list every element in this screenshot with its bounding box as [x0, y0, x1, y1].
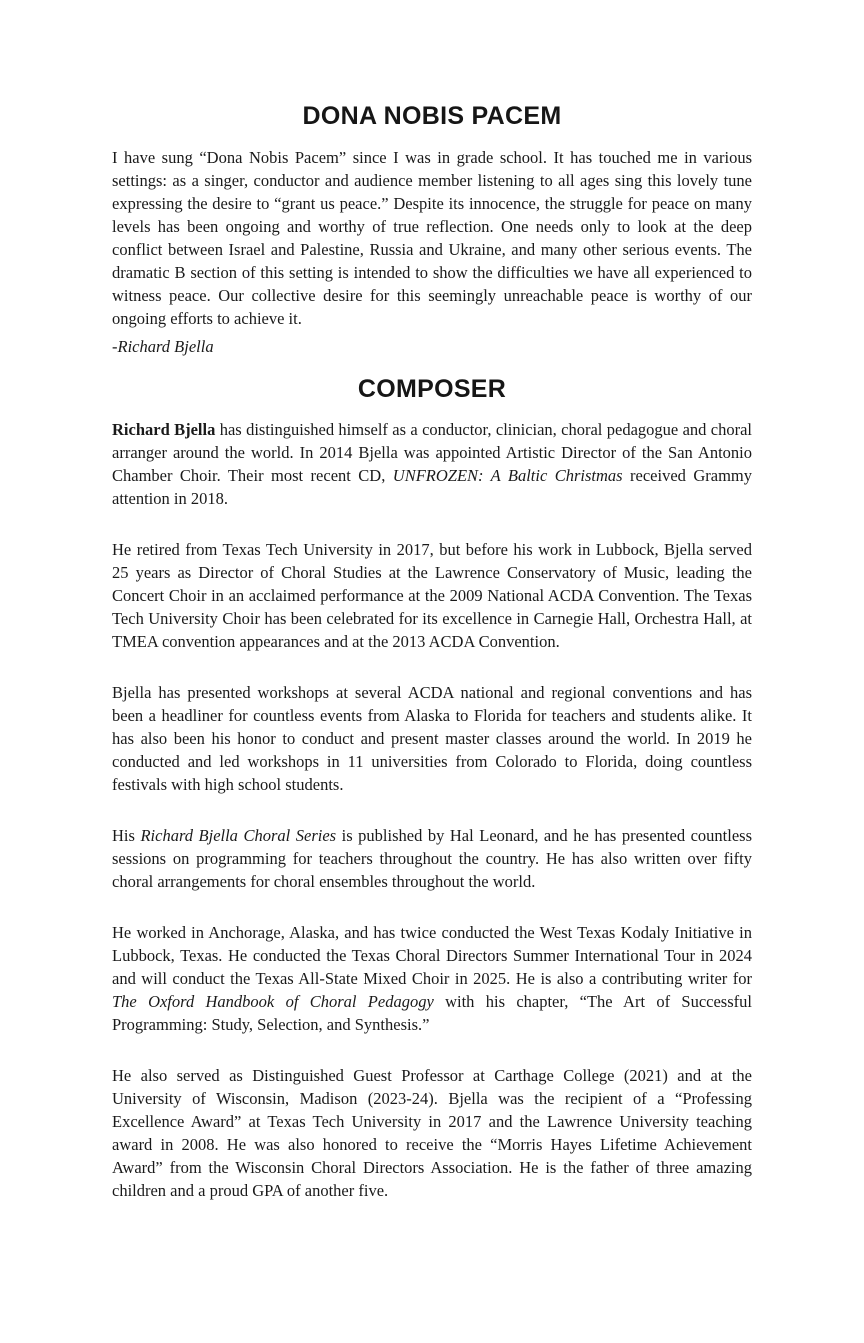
composer-bio-paragraph-4 — [112, 824, 752, 893]
page-title: DONA NOBIS PACEM — [302, 102, 562, 130]
choral-series-title-text: Richard Bjella Choral Series — [140, 826, 337, 845]
author-signature: -Richard Bjella — [112, 337, 214, 356]
composer-bio-paragraph-1 — [112, 418, 752, 510]
text-run: He retired from Texas Tech University in 2017, but before his work in Lubbock, Bjella served 25 years as Director of Choral Studies at the Lawrence Conservatory of Music, leading the Concert Choir in an acclaimed performance at the 2009 National ACDA Convention. The Texas Tech University Choir has been celebrated for its excellence in Carnegie Hall, Orchestra Hall, at TMEA convention appearances and at the 2013 ACDA Convention. — [112, 540, 752, 651]
composer-bio-paragraph-3 — [112, 681, 752, 796]
program-note-paragraph: I have sung “Dona Nobis Pacem” since I was in grade school. It has touched me in various settings: as a singer, conductor and audience member listening to all ages sing this lovely tune expressing the desire to “grant us peace.” Despite its innocence, the struggle for peace on many levels has been ongoing and worthy of true reflection. One needs only to look at the deep conflict between Israel and Palestine, Russia and Ukraine, and many other serious events. The dramatic B section of this setting is intended to show the difficulties we have all experienced to witness peace. Our collective desire for this seemingly unreachable peace is worthy of our ongoing efforts to achieve it. — [112, 148, 752, 328]
text-run: is published by Hal Leonard, and he has presented countless sessions on programming for teachers throughout the country. He has also written over fifty choral arrangements for choral ensembles throughout the world. — [112, 826, 753, 891]
composer-bio-paragraph-6 — [112, 1064, 752, 1202]
text-run: Bjella has presented workshops at several ACDA national and regional conventions and has been a headliner for countless events from Alaska to Florida for teachers and students alike. It has also been his honor to conduct and present master classes around the world. In 2019 he conducted and led workshops in 11 universities from Colorado to Florida, doing countless festivals with high school students. — [112, 683, 752, 794]
text-run: He also served as Distinguished Guest Professor at Carthage College (2021) and at the University of Wisconsin, Madison (2023-24). Bjella was the recipient of a “Professing Excellence Award” at Texas Tech University in 2017 and the Lawrence University teaching award in 2008. He was also honored to receive the “Morris Hayes Lifetime Achievement Award” from the Wisconsin Choral Directors Association. He is the father of three amazing children and a proud GPA of another five. — [112, 1066, 752, 1200]
composer-name-text: Richard Bjella — [112, 420, 216, 439]
composer-section-title: COMPOSER — [357, 375, 507, 403]
text-run: His — [112, 826, 141, 845]
text-run: with his chapter, “The Art of Successful Programming: Study, Selection, and Synthesis.” — [112, 992, 752, 1034]
composer-bio-paragraph-5 — [112, 921, 752, 1036]
handbook-title-text: The Oxford Handbook of Choral Pedagogy — [112, 992, 434, 1011]
album-title-text: UNFROZEN: A Baltic Christmas — [392, 466, 623, 485]
text-run: received Grammy attention in 2018. — [112, 466, 752, 508]
composer-bio-paragraph-2 — [112, 538, 752, 653]
text-run: He worked in Anchorage, Alaska, and has twice conducted the West Texas Kodaly Initiative in Lubbock, Texas. He conducted the Texas Choral Directors Summer International Tour in 2024 and will conduct the Texas All-State Mixed Choir in 2025. He is also a contributing writer for — [112, 923, 752, 988]
text-run: has distinguished himself as a conductor, clinician, choral pedagogue and choral arranger around the world. In 2014 Bjella was appointed Artistic Director of the San Antonio Chamber Choir. Their most recent CD, — [112, 420, 752, 485]
